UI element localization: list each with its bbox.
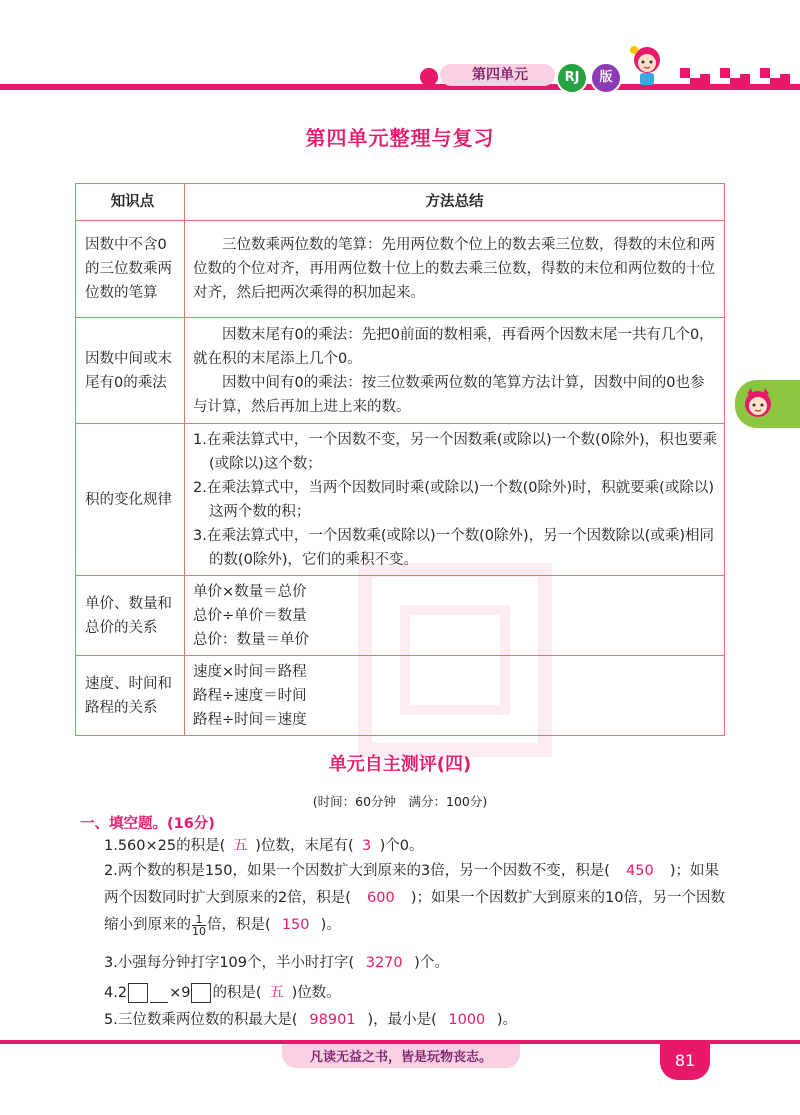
q2-answer-3: 150 [281, 917, 310, 933]
checker-square [730, 78, 740, 88]
q1-answer-1: 五 [233, 838, 248, 854]
q3-text-b: )个。 [414, 955, 449, 971]
header-bar [0, 84, 800, 90]
q3-text-a: 3.小强每分钟打字109个，半小时打字( [104, 955, 355, 971]
header-dot-decoration [420, 68, 438, 86]
content-paragraph: 因数末尾有0的乘法：先把0前面的数相乘，再看两个因数末尾一共有几个0，就在积的末尾添上几个0。 [193, 326, 714, 367]
q5-answer-1: 98901 [309, 1012, 356, 1028]
header-summary: 方法总结 [185, 184, 725, 221]
q1-answer-2: 3 [361, 838, 372, 854]
q1-text-b: )位数，末尾有( [255, 838, 354, 854]
page-title: 第四单元整理与复习 [305, 126, 495, 150]
row-content [185, 424, 725, 576]
q3-answer-1: 3270 [365, 955, 403, 971]
rj-badge: RJ [556, 62, 588, 94]
table-row [76, 424, 725, 576]
q4-text-c: 的积是( [212, 985, 262, 1001]
formula: 路程÷时间＝速度 [193, 711, 307, 728]
q2-text-d: 倍，积是( [207, 917, 271, 933]
row-topic: 积的变化规律 [76, 424, 185, 576]
knowledge-table [75, 183, 725, 736]
q2-text-e: )。 [320, 917, 341, 933]
table-row [76, 221, 725, 318]
row-content [185, 221, 725, 318]
blank-box [191, 983, 211, 1003]
q4-text-d: )位数。 [291, 985, 341, 1001]
footer-motto: 凡读无益之书，皆是玩物丧志。 [309, 1050, 492, 1065]
row-topic: 因数中间或末尾有0的乘法 [76, 318, 185, 424]
q4-text-a: 4.2 [104, 985, 128, 1001]
checker-square [700, 74, 710, 84]
checker-square [690, 78, 700, 88]
row-content [185, 576, 725, 656]
fraction-numerator: 1 [192, 914, 206, 926]
fraction-denominator: 10 [192, 924, 206, 938]
content-paragraph: 三位数乘两位数的笔算：先用两位数个位上的数去乘三位数，得数的末位和两位数的个位对齐，再用两位数十位上的数去乘三位数，得数的末位和两位数的十位对齐，然后把两次乘得的积加起来。 [193, 237, 715, 301]
formula: 总价：数量＝单价 [193, 631, 309, 648]
row-topic: 单价、数量和总价的关系 [76, 576, 185, 656]
q1-text-a: 1.560×25的积是( [104, 838, 226, 854]
q5-text-b: )，最小是( [367, 1012, 437, 1028]
formula: 速度×时间＝路程 [193, 663, 307, 680]
row-topic: 速度、时间和路程的关系 [76, 656, 185, 736]
formula: 路程÷速度＝时间 [193, 687, 307, 704]
row-topic: 因数中不含0的三位数乘两位数的笔算 [76, 221, 185, 318]
q4-answer-1: 五 [269, 985, 284, 1001]
table-row [76, 576, 725, 656]
evaluation-title: 单元自主测评(四) [328, 754, 472, 775]
blank-box [128, 983, 148, 1003]
row-content [185, 656, 725, 736]
checker-square [680, 68, 690, 78]
unit-label: 第四单元 [472, 67, 528, 83]
blank-underline [150, 984, 168, 1003]
rule-item: 1.在乘法算式中，一个因数不变，另一个因数乘(或除以)一个数(0除外)，积也要乘(或除以)这个数； [193, 431, 718, 472]
q4-text-b: ×9 [169, 985, 191, 1001]
q2-text-c: )；如果一个因数扩大到原来的10倍，另一个因数缩小到原来的 [104, 890, 725, 933]
question-2 [104, 858, 729, 939]
rule-item: 2.在乘法算式中，当两个因数同时乘(或除以)一个数(0除外)时，积就要乘(或除以)这两个数的积； [193, 479, 714, 520]
q1-text-c: )个0。 [379, 838, 424, 854]
checker-square [780, 74, 790, 84]
table-row [76, 656, 725, 736]
checker-square [740, 74, 750, 84]
q2-text-a: 2.两个数的积是150，如果一个因数扩大到原来的3倍，另一个因数不变，积是( [104, 863, 610, 879]
edition-badge: 版 [590, 62, 622, 94]
mascot-girl-icon [622, 40, 672, 88]
section-heading: 一、填空题。(16分) [80, 816, 215, 832]
table-header-row [76, 184, 725, 221]
formula: 总价÷单价＝数量 [193, 607, 307, 624]
content-paragraph: 因数中间有0的乘法：按三位数乘两位数的笔算方法计算，因数中间的0也参与计算，然后再加上进上来的数。 [193, 374, 705, 415]
q5-answer-2: 1000 [448, 1012, 486, 1028]
evaluation-time-info: (时间：60分钟 满分：100分) [312, 794, 488, 809]
q5-text-c: )。 [496, 1012, 517, 1028]
q5-text-a: 5.三位数乘两位数的积最大是( [104, 1012, 298, 1028]
page-number: 81 [660, 1044, 710, 1080]
checker-square [770, 78, 780, 88]
q2-text-b: )；如果两个因数同时扩大到原来的2倍，积是( [104, 863, 720, 906]
question-5 [104, 1008, 729, 1032]
question-4 [104, 981, 729, 1005]
q2-answer-2: 600 [367, 890, 395, 906]
header-topic: 知识点 [76, 184, 185, 221]
row-content [185, 318, 725, 424]
fox-face-icon [741, 386, 775, 420]
checker-square [760, 68, 770, 78]
formula: 单价×数量＝总价 [193, 583, 307, 600]
table-row [76, 318, 725, 424]
question-3 [104, 951, 729, 975]
fraction-one-tenth [192, 914, 206, 937]
rule-item: 3.在乘法算式中，一个因数乘(或除以)一个数(0除外)，另一个因数除以(或乘)相同的数(0除外)，它们的乘积不变。 [193, 527, 714, 568]
question-1 [104, 834, 729, 858]
checker-square [720, 68, 730, 78]
q2-answer-1: 450 [626, 863, 654, 879]
